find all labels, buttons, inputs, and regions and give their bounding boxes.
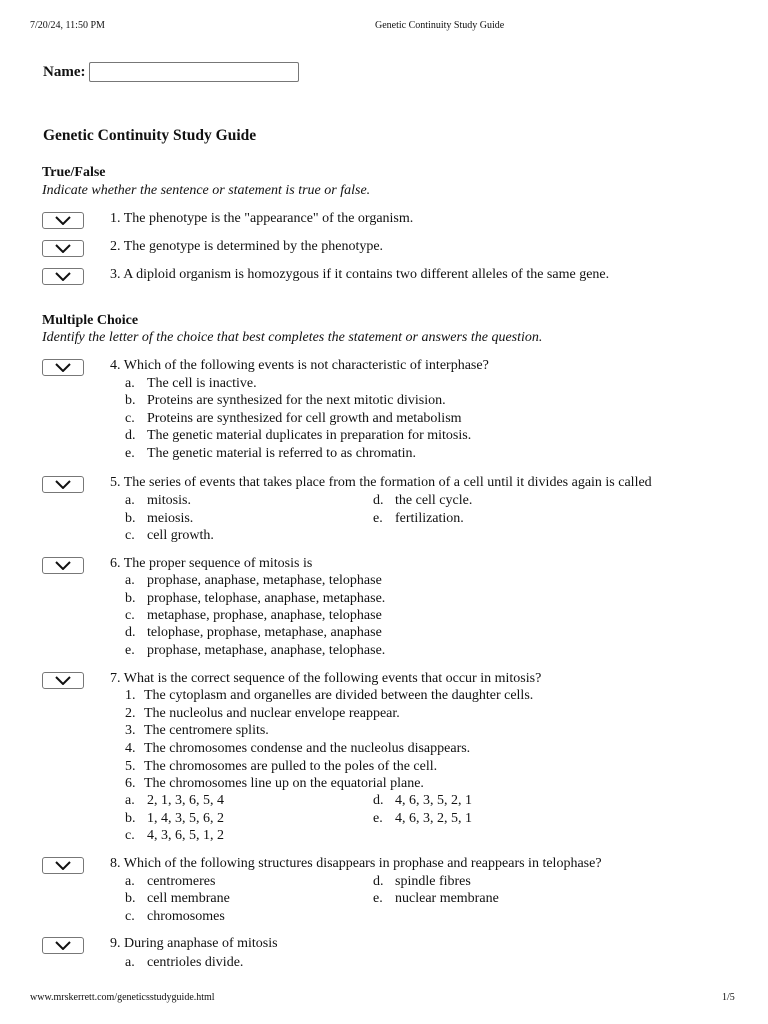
choice-text: Proteins are synthesized for the next mitotic division.: [147, 393, 446, 408]
mc-section-title: Multiple Choice: [42, 313, 139, 328]
event-row: [125, 741, 470, 757]
question-9: 9. During anaphase of mitosis: [110, 936, 278, 951]
choice-row: [125, 874, 215, 890]
question-6: 6. The proper sequence of mitosis is: [110, 556, 313, 571]
choice-row: [125, 428, 471, 444]
choice-text: mitosis.: [147, 493, 191, 508]
event-number: 6.: [125, 776, 136, 791]
choice-text: chromosomes: [147, 909, 225, 924]
event-row: [125, 723, 269, 739]
event-number: 4.: [125, 741, 136, 756]
choice-letter: a.: [125, 376, 135, 391]
answer-dropdown-q8[interactable]: [42, 857, 84, 874]
choice-text: 1, 4, 3, 5, 6, 2: [147, 811, 224, 826]
answer-dropdown-q2[interactable]: [42, 240, 84, 257]
choice-text: 2, 1, 3, 6, 5, 4: [147, 793, 224, 808]
print-datetime: 7/20/24, 11:50 PM: [30, 20, 105, 31]
mc-instructions: Identify the letter of the choice that best completes the statement or answers the question.: [42, 330, 543, 345]
choice-letter: e.: [125, 643, 135, 658]
chevron-down-icon: [55, 941, 71, 950]
choice-letter: d.: [125, 625, 136, 640]
choice-row: [125, 909, 225, 925]
answer-dropdown-q4[interactable]: [42, 359, 84, 376]
choice-row: [373, 793, 472, 809]
choice-letter: a.: [125, 793, 135, 808]
chevron-down-icon: [55, 272, 71, 281]
choice-row: [373, 874, 471, 890]
chevron-down-icon: [55, 861, 71, 870]
choice-text: 4, 6, 3, 5, 2, 1: [395, 793, 472, 808]
tf-section-title: True/False: [42, 165, 106, 180]
choice-row: [125, 793, 224, 809]
choice-letter: d.: [373, 493, 384, 508]
event-text: The cytoplasm and organelles are divided between the daughter cells.: [144, 688, 534, 703]
choice-letter: a.: [125, 955, 135, 970]
choice-text: metaphase, prophase, anaphase, telophase: [147, 608, 382, 623]
choice-letter: b.: [125, 591, 136, 606]
chevron-down-icon: [55, 244, 71, 253]
choice-letter: d.: [373, 793, 384, 808]
choice-text: meiosis.: [147, 511, 194, 526]
answer-dropdown-q9[interactable]: [42, 937, 84, 954]
choice-letter: a.: [125, 874, 135, 889]
choice-text: 4, 6, 3, 2, 5, 1: [395, 811, 472, 826]
choice-text: centromeres: [147, 874, 216, 889]
choice-text: spindle fibres: [395, 874, 471, 889]
choice-letter: c.: [125, 828, 135, 843]
choice-text: The genetic material duplicates in preparation for mitosis.: [147, 428, 472, 443]
choice-row: [373, 493, 472, 509]
choice-row: [125, 955, 243, 971]
choice-row: [373, 891, 499, 907]
choice-letter: c.: [125, 608, 135, 623]
choice-row: [373, 811, 472, 827]
choice-letter: c.: [125, 411, 135, 426]
event-text: The chromosomes condense and the nucleolus disappears.: [144, 741, 471, 756]
event-number: 3.: [125, 723, 136, 738]
choice-row: [125, 411, 462, 427]
event-number: 2.: [125, 706, 136, 721]
choice-row: [125, 891, 230, 907]
choice-letter: c.: [125, 909, 135, 924]
choice-row: [125, 573, 382, 589]
choice-row: [373, 511, 464, 527]
choice-row: [125, 528, 214, 544]
choice-letter: b.: [125, 891, 136, 906]
answer-dropdown-q1[interactable]: [42, 212, 84, 229]
answer-dropdown-q6[interactable]: [42, 557, 84, 574]
question-3: 3. A diploid organism is homozygous if it contains two different alleles of the same gene.: [110, 267, 610, 282]
choice-letter: e.: [373, 891, 383, 906]
event-number: 5.: [125, 759, 136, 774]
event-number: 1.: [125, 688, 136, 703]
choice-row: [125, 591, 385, 607]
choice-row: [125, 493, 191, 509]
tf-instructions: Indicate whether the sentence or statement is true or false.: [42, 183, 371, 198]
event-text: The chromosomes are pulled to the poles of the cell.: [144, 759, 438, 774]
choice-letter: c.: [125, 528, 135, 543]
event-row: [125, 759, 437, 775]
question-7: 7. What is the correct sequence of the following events that occur in mitosis?: [110, 671, 542, 686]
choice-text: 4, 3, 6, 5, 1, 2: [147, 828, 224, 843]
choice-row: [125, 643, 385, 659]
answer-dropdown-q3[interactable]: [42, 268, 84, 285]
choice-letter: b.: [125, 393, 136, 408]
name-label: Name:: [43, 63, 86, 80]
choice-text: centrioles divide.: [147, 955, 244, 970]
print-page-title: Genetic Continuity Study Guide: [375, 20, 505, 31]
choice-text: prophase, telophase, anaphase, metaphase.: [147, 591, 386, 606]
chevron-down-icon: [55, 216, 71, 225]
question-5: 5. The series of events that takes place from the formation of a cell until it divides again is called: [110, 475, 652, 490]
choice-letter: b.: [125, 811, 136, 826]
doc-title: Genetic Continuity Study Guide: [43, 127, 257, 144]
choice-text: The cell is inactive.: [147, 376, 257, 391]
choice-text: the cell cycle.: [395, 493, 473, 508]
choice-letter: e.: [125, 446, 135, 461]
choice-text: cell growth.: [147, 528, 214, 543]
event-row: [125, 776, 424, 792]
choice-letter: b.: [125, 511, 136, 526]
choice-row: [125, 376, 257, 392]
choice-text: The genetic material is referred to as chromatin.: [147, 446, 416, 461]
choice-text: prophase, anaphase, metaphase, telophase: [147, 573, 382, 588]
choice-letter: e.: [373, 511, 383, 526]
question-1: 1. The phenotype is the "appearance" of the organism.: [110, 211, 414, 226]
question-8: 8. Which of the following structures disappears in prophase and reappears in telophase?: [110, 856, 602, 871]
choice-text: Proteins are synthesized for cell growth and metabolism: [147, 411, 462, 426]
chevron-down-icon: [55, 561, 71, 570]
choice-letter: d.: [373, 874, 384, 889]
event-text: The centromere splits.: [144, 723, 269, 738]
choice-row: [125, 828, 224, 844]
choice-text: cell membrane: [147, 891, 230, 906]
choice-row: [125, 625, 382, 641]
question-4: 4. Which of the following events is not characteristic of interphase?: [110, 358, 489, 373]
choice-row: [125, 511, 193, 527]
choice-row: [125, 608, 382, 624]
event-row: [125, 706, 400, 722]
name-input[interactable]: [89, 62, 299, 82]
chevron-down-icon: [55, 480, 71, 489]
choice-row: [125, 446, 416, 462]
name-row: [43, 62, 299, 82]
choice-text: fertilization.: [395, 511, 464, 526]
print-page-number: 1/5: [722, 992, 735, 1003]
choice-letter: a.: [125, 493, 135, 508]
choice-letter: d.: [125, 428, 136, 443]
question-2: 2. The genotype is determined by the phenotype.: [110, 239, 384, 254]
answer-dropdown-q7[interactable]: [42, 672, 84, 689]
choice-letter: e.: [373, 811, 383, 826]
choice-letter: a.: [125, 573, 135, 588]
answer-dropdown-q5[interactable]: [42, 476, 84, 493]
chevron-down-icon: [55, 676, 71, 685]
chevron-down-icon: [55, 363, 71, 372]
choice-text: prophase, metaphase, anaphase, telophase.: [147, 643, 386, 658]
choice-text: nuclear membrane: [395, 891, 499, 906]
choice-row: [125, 393, 446, 409]
choice-text: telophase, prophase, metaphase, anaphase: [147, 625, 382, 640]
event-text: The nucleolus and nuclear envelope reappear.: [144, 706, 400, 721]
event-text: The chromosomes line up on the equatorial plane.: [144, 776, 424, 791]
choice-row: [125, 811, 224, 827]
event-row: [125, 688, 533, 704]
print-url: www.mrskerrett.com/geneticsstudyguide.html: [30, 992, 215, 1003]
